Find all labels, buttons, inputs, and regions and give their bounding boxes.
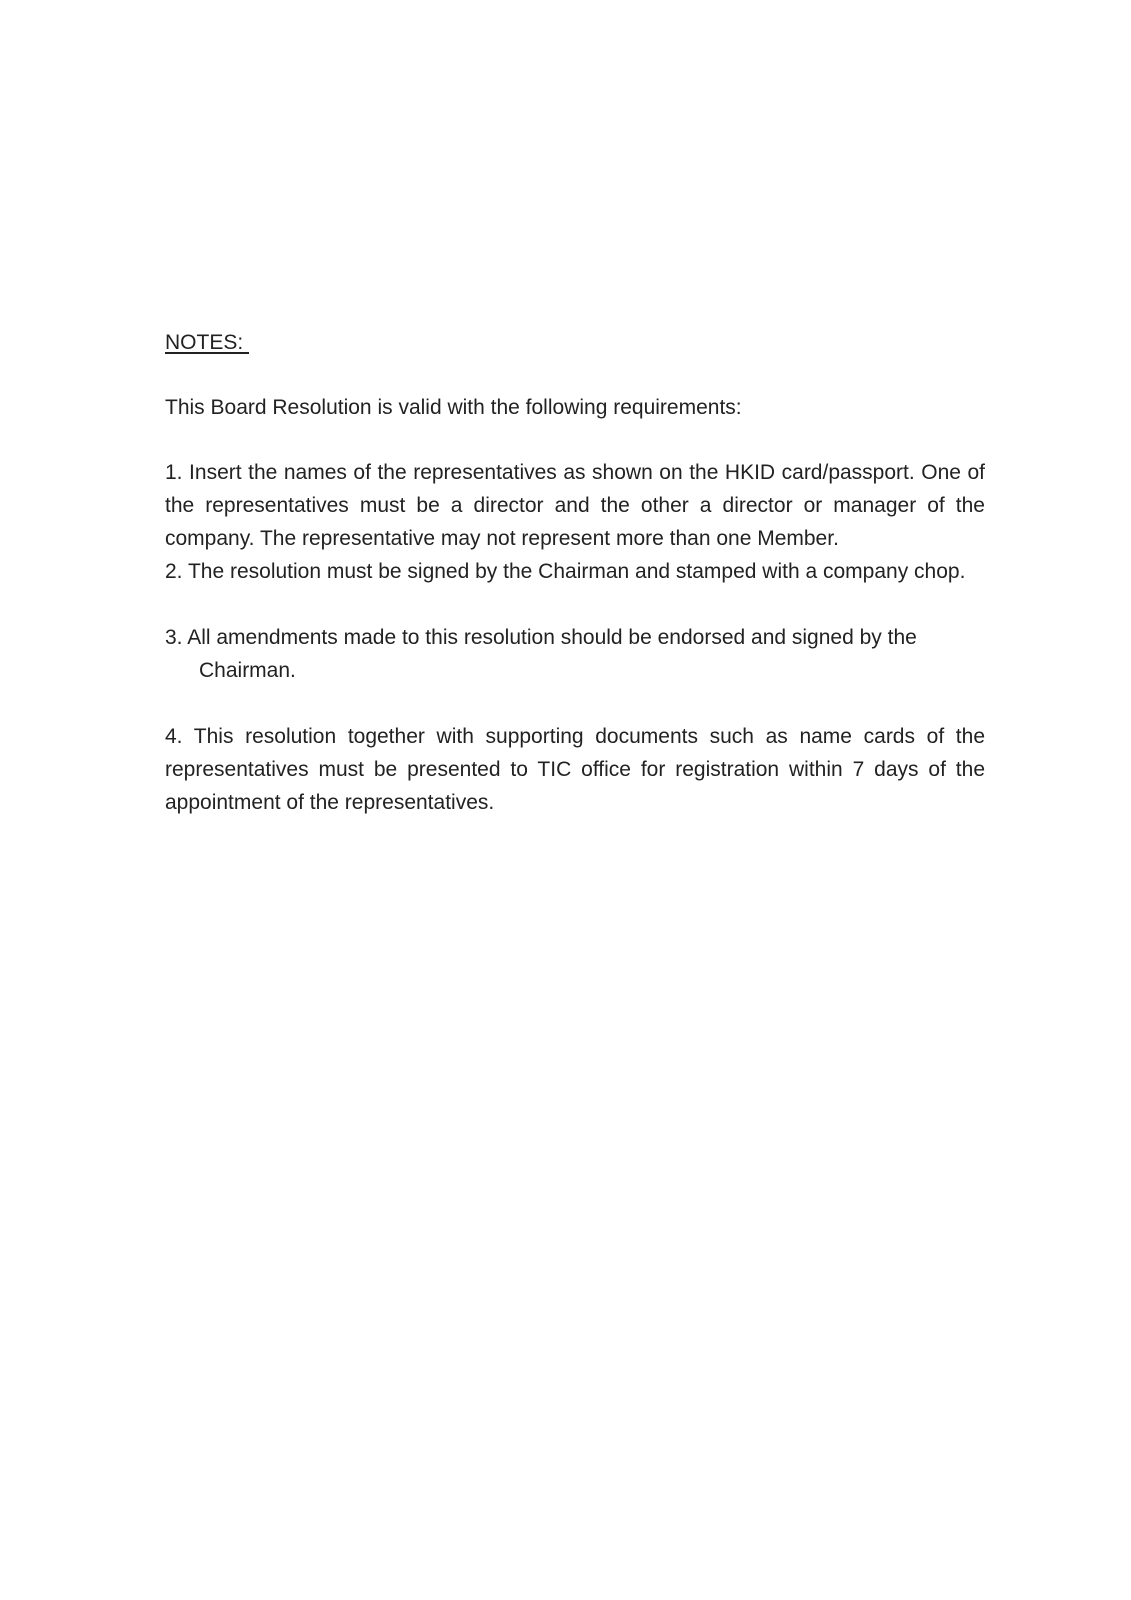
intro-text: This Board Resolution is valid with the following requirements: <box>165 396 742 419</box>
note-item-4: 4. This resolution together with supporting documents such as name cards of the representatives must be presented to TIC office for registration within 7 days of the appointment of the representatives. <box>165 725 985 814</box>
note-item-1: 1. Insert the names of the representatives as shown on the HKID card/passport. One of the representatives must be a director and the other a director or manager of the company. The representative may not represent more than one Member. <box>165 461 985 550</box>
notes-heading: NOTES: <box>165 331 250 354</box>
note-item-3: 3. All amendments made to this resolution should be endorsed and signed by the Chairman. <box>165 626 917 682</box>
notes-section <box>165 326 985 819</box>
note-item-2: 2. The resolution must be signed by the Chairman and stamped with a company chop. <box>165 560 966 583</box>
